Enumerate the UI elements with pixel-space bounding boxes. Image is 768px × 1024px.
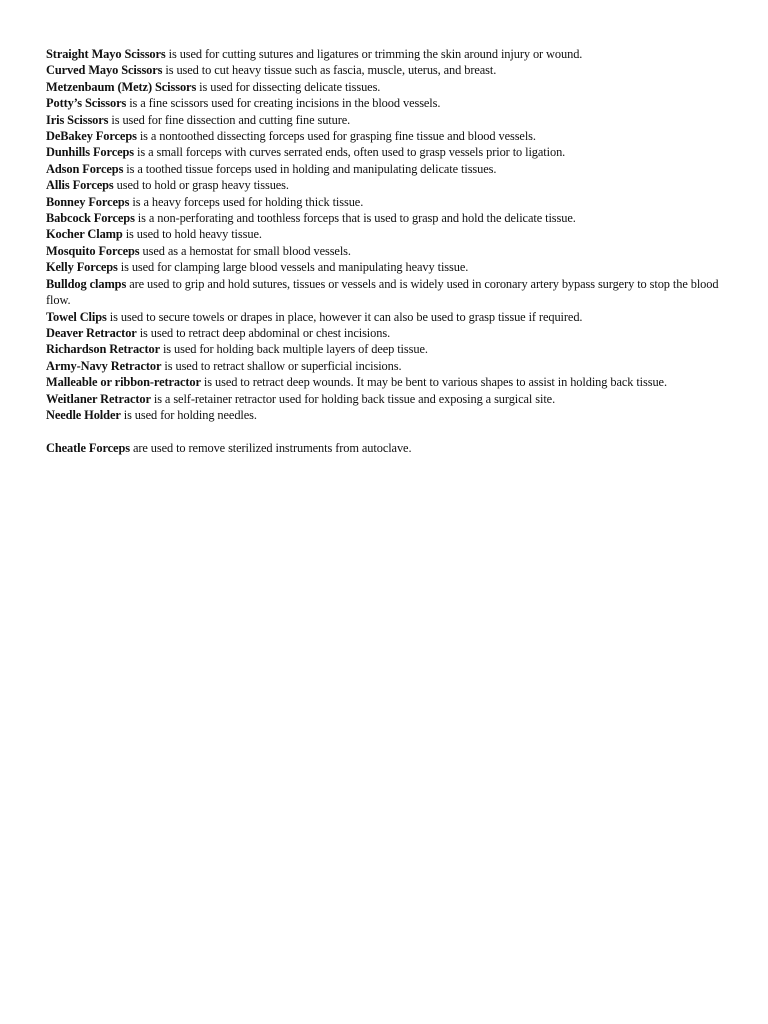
instrument-term: Adson Forceps [46,161,124,176]
instrument-description: is used to retract deep wounds. It may be bent to various shapes to assist in holding back tissue. [200,375,667,390]
list-item [46,177,722,193]
instrument-description: is used to retract deep abdominal or chest incisions. [136,325,391,340]
footer-entry [46,440,722,456]
list-item [46,144,722,160]
list-item [46,391,722,407]
instrument-description: is a small forceps with curves serrated ends, often used to grasp vessels prior to ligation. [134,145,566,160]
instrument-term: Kelly Forceps [46,260,118,275]
list-item [46,259,722,275]
instrument-description: are used to grip and hold sutures, tissues or vessels and is widely used in coronary artery bypass surgery to stop the blood flow. [46,276,719,308]
list-item [46,407,722,423]
instrument-description: is used to retract shallow or superficial incisions. [161,358,402,373]
list-item [46,358,722,374]
instrument-term: Richardson Retractor [46,342,160,357]
instrument-term: Kocher Clamp [46,227,123,242]
list-item [46,276,722,309]
instrument-description: is used for cutting sutures and ligatures or trimming the skin around injury or wound. [165,47,583,61]
instrument-term: DeBakey Forceps [46,129,137,144]
instrument-description: is used for fine dissection and cutting fine suture. [108,112,351,127]
list-item [46,194,722,210]
instrument-term: Curved Mayo Scissors [46,63,163,78]
instrument-description: is a toothed tissue forceps used in holding and manipulating delicate tissues. [123,161,497,176]
list-item [46,374,722,390]
instrument-term: Bonney Forceps [46,194,130,209]
instrument-term: Cheatle Forceps [46,441,130,456]
instrument-term: Needle Holder [46,407,121,422]
instrument-term: Dunhills Forceps [46,145,135,160]
paragraph-gap [46,423,722,440]
document-page [46,46,722,457]
instrument-description: is used to cut heavy tissue such as fascia, muscle, uterus, and breast. [162,63,497,78]
instrument-description: is used for dissecting delicate tissues. [196,79,381,94]
list-item [46,243,722,259]
list-item [46,46,722,62]
instrument-term: Towel Clips [46,309,107,324]
instrument-term: Deaver Retractor [46,325,137,340]
instrument-term: Weitlaner Retractor [46,391,151,406]
instrument-description: is used to hold heavy tissue. [122,227,262,242]
instrument-description: is used to secure towels or drapes in place, however it can also be used to grasp tissue if required. [106,309,583,324]
instrument-description: is a nontoothed dissecting forceps used for grasping fine tissue and blood vessels. [136,129,536,144]
list-item [46,62,722,78]
list-item [46,226,722,242]
instrument-description: is a non-perforating and toothless forceps that is used to grasp and hold the delicate tissue. [134,211,576,226]
instrument-term: Mosquito Forceps [46,243,140,258]
instrument-description: is a self-retainer retractor used for holding back tissue and exposing a surgical site. [150,391,556,406]
list-item [46,95,722,111]
instrument-description: used as a hemostat for small blood vessels. [139,243,351,258]
instrument-term: Iris Scissors [46,112,109,127]
list-item [46,325,722,341]
instrument-term: Allis Forceps [46,178,114,193]
list-item [46,341,722,357]
instrument-description: is used for holding needles. [120,407,257,422]
instrument-description: is used for holding back multiple layers of deep tissue. [159,342,428,357]
instrument-term: Bulldog clamps [46,276,127,291]
instrument-description: used to hold or grasp heavy tissues. [113,178,289,193]
list-item [46,309,722,325]
instrument-description: are used to remove sterilized instruments from autoclave. [129,441,412,456]
instrument-term: Babcock Forceps [46,211,135,226]
instrument-term: Potty’s Scissors [46,96,127,111]
instrument-term: Straight Mayo Scissors [46,47,166,61]
instrument-term: Malleable or ribbon-retractor [46,375,201,390]
instrument-term: Army-Navy Retractor [46,358,162,373]
instrument-description: is a fine scissors used for creating incisions in the blood vessels. [126,96,441,111]
instrument-term: Metzenbaum (Metz) Scissors [46,79,197,94]
instrument-list [46,46,722,423]
list-item [46,128,722,144]
list-item [46,210,722,226]
list-item [46,79,722,95]
list-item [46,112,722,128]
instrument-description: is used for clamping large blood vessels and manipulating heavy tissue. [117,260,469,275]
list-item [46,161,722,177]
instrument-description: is a heavy forceps used for holding thick tissue. [129,194,364,209]
